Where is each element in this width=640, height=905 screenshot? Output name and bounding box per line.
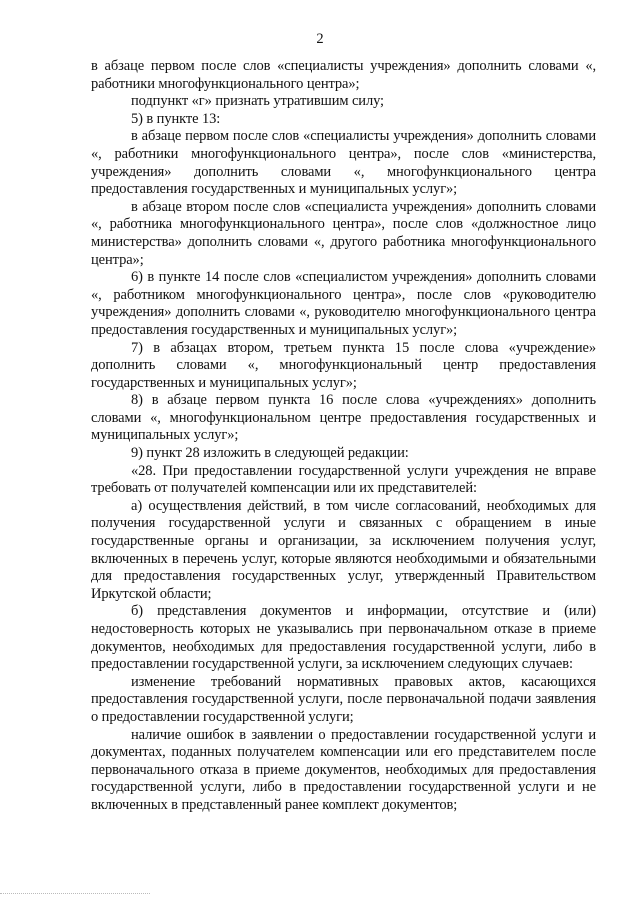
paragraph: 5) в пункте 13: [131, 110, 221, 127]
paragraph: 9) пункт 28 изложить в следующей редакции: [131, 445, 409, 462]
paragraph: а) осуществления действий, в том числе согласований, необходимых для получения государственной услуги и связанных с обращением в иные государственные органы и организации, за исключением получения услуг, включенных в перечень услуг, которые являются необходимыми и обязательными для предоставления государственных услуг, утвержденный Правительством Иркутской области; [91, 497, 596, 602]
paragraph: «28. При предоставлении государственной услуги учреждения не вправе требовать от получателей компенсации или их представителей: [91, 462, 596, 497]
document-body [91, 58, 596, 815]
paragraph: 7) в абзацах втором, третьем пункта 15 после слова «учреждение» дополнить словами «, многофункциональный центр предоставления государственных и муниципальных услуг»; [91, 339, 596, 391]
paragraph: в абзаце первом после слов «специалисты учреждения» дополнить словами «, работники многофункционального центра»; [91, 58, 596, 92]
paragraph: в абзаце первом после слов «специалисты учреждения» дополнить словами «, работники многофункционального центра», после слов «министерства, учреждения» дополнить словами «, многофункционального центра предоставления государственных и муниципальных услуг»; [91, 128, 596, 198]
paragraph: б) представления документов и информации, отсутствие и (или) недостоверность которых не указывались при первоначальном отказе в приеме документов, необходимых для предоставления государственной услуги, либо в предоставлении государственной услуги, за исключением следующих случаев: [91, 603, 596, 673]
footer-divider [0, 893, 150, 894]
paragraph: 6) в пункте 14 после слов «специалистом учреждения» дополнить словами «, работником многофункционального центра», после слов «руководителю учреждения» дополнить словами «, руководителю многофункционального центра предоставления государственных и муниципальных услуг»; [91, 269, 596, 338]
paragraph: наличие ошибок в заявлении о предоставлении государственной услуги и документах, поданных получателем компенсации или его представителем после первоначального отказа в приеме документов, необходимых для предоставления государственной услуги, либо в предоставлении государственной услуги и не включенных в представленный ранее комплект документов; [91, 726, 596, 813]
paragraph: в абзаце втором после слов «специалиста учреждения» дополнить словами «, работника многофункционального центра», после слов «должностное лицо министерства» дополнить словами «, другого работника многофункционального центра»; [91, 198, 596, 268]
paragraph: подпункт «г» признать утратившим силу; [131, 93, 384, 110]
paragraph: изменение требований нормативных правовых актов, касающихся предоставления государственной услуги, после первоначальной подачи заявления о предоставлении государственной услуги; [91, 673, 596, 725]
page-number: 2 [316, 31, 324, 47]
paragraph: 8) в абзаце первом пункта 16 после слова «учреждениях» дополнить словами «, многофункциональном центре предоставления государственных и муниципальных услуг»; [91, 392, 596, 444]
